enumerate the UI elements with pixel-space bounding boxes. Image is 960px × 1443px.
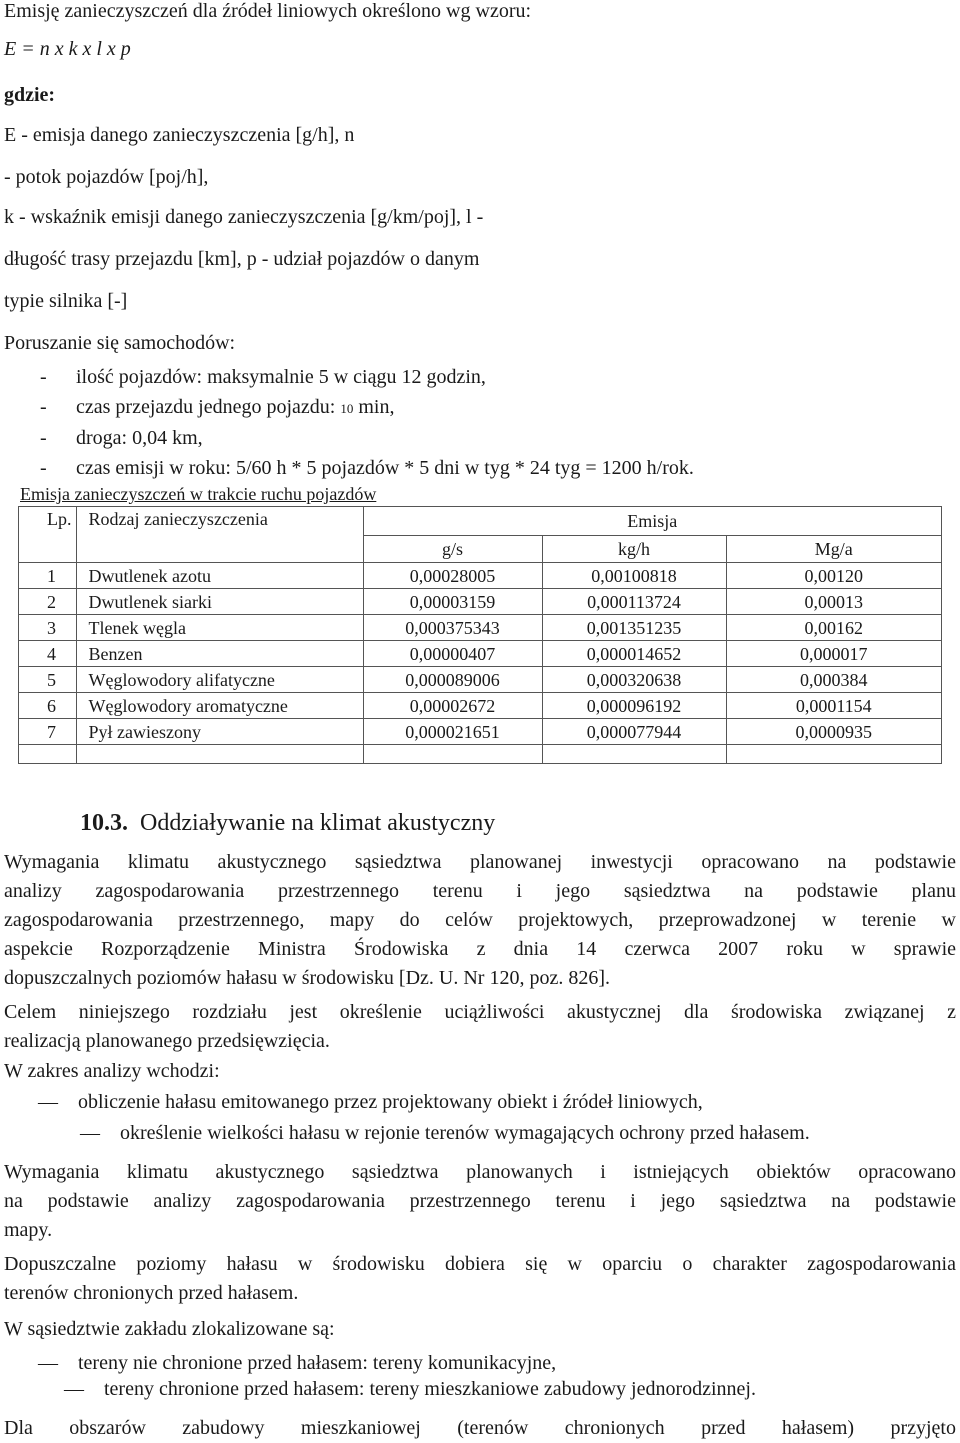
cell-mga: 0,00162 xyxy=(726,615,942,641)
cell-lp: 2 xyxy=(19,589,77,615)
cell-gs: 0,00000407 xyxy=(363,641,542,667)
em-dash: — xyxy=(80,1122,100,1144)
table-caption: Emisja zanieczyszczeń w trakcie ruchu pojazdów xyxy=(20,484,377,504)
cell-lp: 3 xyxy=(19,615,77,641)
list-item xyxy=(40,427,203,450)
cell-kgh: 0,000096192 xyxy=(542,693,726,719)
paragraph-line: realizacją planowanego przedsięwzięcia. xyxy=(4,1030,330,1052)
list-item xyxy=(38,1091,703,1114)
cell-empty xyxy=(542,745,726,764)
intro-line: Emisję zanieczyszczeń dla źródeł liniowych określono wg wzoru: xyxy=(4,0,532,22)
list-item xyxy=(64,1378,756,1401)
definition-line: długość trasy przejazdu [km], p - udział pojazdów o danym xyxy=(4,248,480,270)
cell-kgh: 0,000014652 xyxy=(542,641,726,667)
cell-mga: 0,00120 xyxy=(726,563,942,589)
unit-mga: Mg/a xyxy=(726,536,942,563)
table-row xyxy=(19,667,942,693)
cell-gs: 0,000089006 xyxy=(363,667,542,693)
list-dash: - xyxy=(40,366,47,388)
cell-name: Węglowodory alifatyczne xyxy=(76,667,363,693)
cell-lp: 7 xyxy=(19,719,77,745)
definition-line: typie silnika [-] xyxy=(4,290,128,312)
cell-mga: 0,000017 xyxy=(726,641,942,667)
cell-empty xyxy=(76,745,363,764)
paragraph-line: Wymagania klimatu akustycznego sąsiedztwa planowanych i istniejących obiektów opracowano xyxy=(4,1161,956,1183)
col-header-lp: Lp. xyxy=(19,507,77,563)
table-row xyxy=(19,563,942,589)
em-dash: — xyxy=(38,1091,58,1113)
unit-kgh: kg/h xyxy=(542,536,726,563)
small-number: 10 xyxy=(340,401,354,416)
movement-heading: Poruszanie się samochodów: xyxy=(4,332,236,354)
table-row xyxy=(19,641,942,667)
paragraph-line: analizy zagospodarowania przestrzennego terenu i jego sąsiedztwa na podstawie planu xyxy=(4,880,956,902)
cell-name: Dwutlenek azotu xyxy=(76,563,363,589)
cell-lp: 6 xyxy=(19,693,77,719)
list-item-text xyxy=(76,396,394,419)
paragraph-line: Dla obszarów zabudowy mieszkaniowej (terenów chronionych przed hałasem) przyjęto xyxy=(4,1417,956,1439)
table-spacer-row xyxy=(19,745,942,764)
cell-lp: 4 xyxy=(19,641,77,667)
definition-line: - potok pojazdów [poj/h], xyxy=(4,166,209,188)
col-header-name: Rodzaj zanieczyszczenia xyxy=(76,507,363,563)
em-dash: — xyxy=(38,1352,58,1374)
cell-name: Węglowodory aromatyczne xyxy=(76,693,363,719)
list-item-text: obliczenie hałasu emitowanego przez projektowany obiekt i źródeł liniowych, xyxy=(78,1091,703,1113)
table-row xyxy=(19,589,942,615)
paragraph xyxy=(4,1250,956,1308)
paragraph xyxy=(4,1158,956,1245)
table-header-row xyxy=(19,507,942,536)
list-dash: - xyxy=(40,396,47,418)
emission-table xyxy=(18,506,942,764)
list-dash: - xyxy=(40,457,47,479)
neighbours-heading: W sąsiedztwie zakładu zlokalizowane są: xyxy=(4,1318,335,1340)
cell-name: Tlenek węgla xyxy=(76,615,363,641)
cell-kgh: 0,001351235 xyxy=(542,615,726,641)
list-item xyxy=(40,366,486,389)
table-row xyxy=(19,693,942,719)
section-heading xyxy=(80,810,495,837)
list-item xyxy=(40,457,694,480)
cell-kgh: 0,00100818 xyxy=(542,563,726,589)
cell-mga: 0,00013 xyxy=(726,589,942,615)
cell-empty xyxy=(726,745,942,764)
table-row xyxy=(19,615,942,641)
formula: E = n x k x l x p xyxy=(4,38,131,60)
em-dash: — xyxy=(64,1378,84,1400)
cell-kgh: 0,000077944 xyxy=(542,719,726,745)
paragraph xyxy=(4,998,956,1056)
list-item xyxy=(38,1352,557,1375)
col-header-emission: Emisja xyxy=(363,507,942,536)
list-item xyxy=(40,396,395,419)
paragraph-line: na podstawie analizy zagospodarowania przestrzennego terenu i jego sąsiedztwa na podstawie xyxy=(4,1190,956,1212)
paragraph-line: Celem niniejszego rozdziału jest określenie uciążliwości akustycznej dla środowiska związanej z xyxy=(4,1001,956,1023)
list-item xyxy=(80,1122,810,1145)
cell-gs: 0,000375343 xyxy=(363,615,542,641)
table-row xyxy=(19,719,942,745)
cell-gs: 0,00003159 xyxy=(363,589,542,615)
cell-mga: 0,000384 xyxy=(726,667,942,693)
cell-gs: 0,00028005 xyxy=(363,563,542,589)
section-number: 10.3. xyxy=(80,810,128,836)
cell-mga: 0,0000935 xyxy=(726,719,942,745)
list-item-text: tereny chronione przed hałasem: tereny mieszkaniowe zabudowy jednorodzinnej. xyxy=(104,1378,756,1400)
cell-name: Dwutlenek siarki xyxy=(76,589,363,615)
list-dash: - xyxy=(40,427,47,449)
cell-gs: 0,00002672 xyxy=(363,693,542,719)
paragraph xyxy=(4,848,956,993)
definition-line: k - wskaźnik emisji danego zanieczyszczenia [g/km/poj], l - xyxy=(4,206,484,228)
cell-empty xyxy=(19,745,77,764)
definition-line: E - emisja danego zanieczyszczenia [g/h], n xyxy=(4,124,355,146)
cell-name: Benzen xyxy=(76,641,363,667)
list-item-text: tereny nie chronione przed hałasem: tereny komunikacyjne, xyxy=(78,1352,557,1374)
paragraph-line: terenów chronionych przed hałasem. xyxy=(4,1282,299,1304)
list-item-text: ilość pojazdów: maksymalnie 5 w ciągu 12 godzin, xyxy=(76,366,486,388)
unit-gs: g/s xyxy=(363,536,542,563)
list-item-text: droga: 0,04 km, xyxy=(76,427,203,449)
paragraph-line: zagospodarowania przestrzennego, mapy do celów projektowych, przeprowadzonej w terenie w xyxy=(4,909,956,931)
cell-gs: 0,000021651 xyxy=(363,719,542,745)
gdzie-label: gdzie: xyxy=(4,84,56,106)
cell-lp: 1 xyxy=(19,563,77,589)
cell-lp: 5 xyxy=(19,667,77,693)
cell-kgh: 0,000320638 xyxy=(542,667,726,693)
cell-mga: 0,0001154 xyxy=(726,693,942,719)
scope-heading: W zakres analizy wchodzi: xyxy=(4,1060,220,1082)
cell-kgh: 0,000113724 xyxy=(542,589,726,615)
paragraph-line: dopuszczalnych poziomów hałasu w środowisku [Dz. U. Nr 120, poz. 826]. xyxy=(4,967,610,989)
paragraph-line: aspekcie Rozporządzenie Ministra Środowiska z dnia 14 czerwca 2007 roku w sprawie xyxy=(4,938,956,960)
cell-empty xyxy=(363,745,542,764)
paragraph-line: Dopuszczalne poziomy hałasu w środowisku dobiera się w oparciu o charakter zagospodarowania xyxy=(4,1253,956,1275)
list-item-text: czas emisji w roku: 5/60 h * 5 pojazdów * 5 dni w tyg * 24 tyg = 1200 h/rok. xyxy=(76,457,694,479)
cell-name: Pył zawieszony xyxy=(76,719,363,745)
list-item-text-part: min, xyxy=(353,396,395,418)
paragraph xyxy=(4,1414,956,1443)
paragraph-line: Wymagania klimatu akustycznego sąsiedztwa planowanej inwestycji opracowano na podstawie xyxy=(4,851,956,873)
list-item-text: określenie wielkości hałasu w rejonie terenów wymagających ochrony przed hałasem. xyxy=(120,1122,810,1144)
paragraph-line: mapy. xyxy=(4,1219,53,1241)
list-item-text-part: czas przejazdu jednego pojazdu: xyxy=(76,396,341,418)
section-title: Oddziaływanie na klimat akustyczny xyxy=(140,810,496,836)
